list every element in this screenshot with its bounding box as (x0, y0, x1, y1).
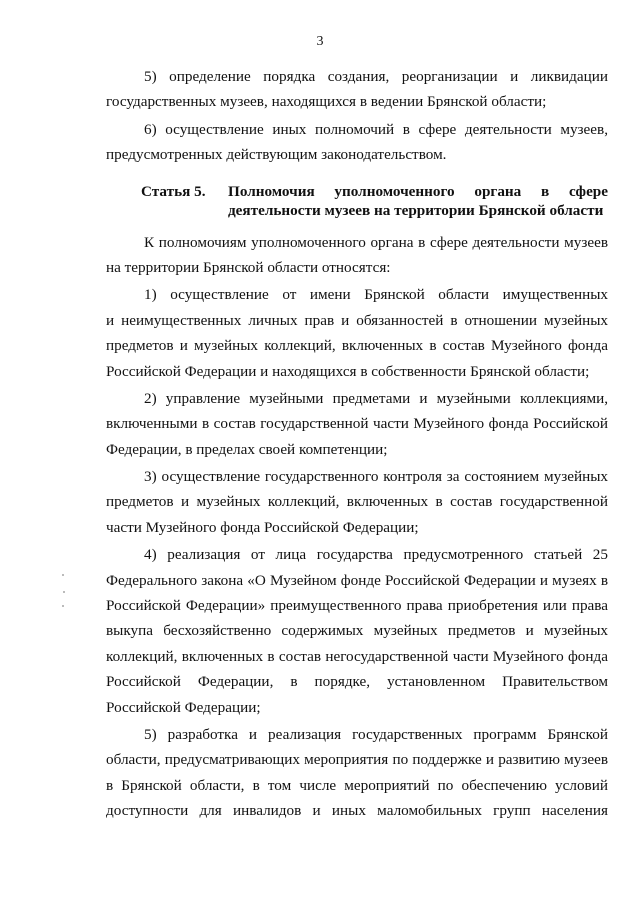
paragraph-line: предметов и музейных коллекций, включенных в состав государственной (106, 493, 608, 511)
paragraph-line: части Музейного фонда Российской Федерации; (106, 518, 419, 536)
article-heading (106, 182, 608, 220)
paragraph-line: Российской Федерации и находящихся в собственности Брянской области; (106, 362, 590, 380)
paragraph-line: 1) осуществление от имени Брянской области имущественных (144, 286, 608, 304)
paragraph-item-3 (106, 464, 608, 540)
paragraph-line: 3) осуществление государственного контроля за состоянием музейных (144, 468, 608, 486)
paragraph-line: Федерального закона «О Музейном фонде Российской Федерации и музеях в (106, 571, 608, 589)
paragraph-line: Российской Федерации» преимущественного права приобретения или права (106, 597, 608, 615)
paragraph-line: включенными в состав государственной части Музейного фонда Российской (106, 415, 608, 433)
article-number: Статья 5. (141, 182, 206, 200)
article-title (228, 182, 608, 220)
paragraph-line: Российской Федерации; (106, 698, 261, 716)
paragraph-line: государственных музеев, находящихся в ведении Брянской области; (106, 93, 547, 111)
paragraph-line: коллекций, включенных в состав негосударственной части Музейного фонда (106, 647, 608, 665)
paragraph-line: 2) управление музейными предметами и музейными коллекциями, (144, 389, 608, 407)
paragraph-item-5-body (106, 722, 608, 824)
paragraph-line: области, предусматривающих мероприятия по поддержке и развитию музеев (106, 751, 608, 769)
paragraph-line: Федерации, в пределах своей компетенции; (106, 440, 388, 458)
document-body (106, 64, 608, 824)
paragraph-line: предметов и музейных коллекций, включенных в состав Музейного фонда (106, 337, 608, 355)
paragraph-line: в Брянской области, в том числе мероприятий по обеспечению условий (106, 776, 608, 794)
paragraph-line: выкупа бесхозяйственно содержимых музейных предметов и музейных (106, 622, 608, 640)
article-title-line: Полномочия уполномоченного органа в сфере (228, 182, 608, 200)
paragraph-line: 5) определение порядка создания, реорганизации и ликвидации (144, 68, 608, 85)
paragraph-line: Российской Федерации, в порядке, установленном Правительством (106, 673, 608, 691)
paragraph-intro (106, 230, 608, 281)
page-number: 3 (316, 34, 324, 49)
paragraph-line: 6) осуществление иных полномочий в сфере деятельности музеев, (144, 120, 608, 138)
paragraph-item-5 (106, 64, 608, 115)
paragraph-line: доступности для инвалидов и иных маломобильных групп населения (106, 802, 608, 820)
paragraph-item-6 (106, 117, 608, 168)
paragraph-line: К полномочиям уполномоченного органа в сфере деятельности музеев (144, 233, 608, 251)
paragraph-line: на территории Брянской области относятся: (106, 258, 391, 276)
paragraph-item-4 (106, 542, 608, 720)
paragraph-item-1 (106, 282, 608, 384)
paragraph-item-2 (106, 386, 608, 462)
article-title-line: деятельности музеев на территории Брянской области (228, 201, 604, 219)
paragraph-line: 5) разработка и реализация государственных программ Брянской (144, 725, 608, 743)
scan-speck (62, 574, 64, 576)
scan-speck (62, 605, 64, 607)
scan-speck (63, 591, 65, 593)
paragraph-line: предусмотренных действующим законодательством. (106, 146, 447, 164)
paragraph-line: и неимущественных личных прав и обязанностей в отношении музейных (106, 311, 608, 329)
paragraph-line: 4) реализация от лица государства предусмотренного статьей 25 (144, 546, 608, 564)
